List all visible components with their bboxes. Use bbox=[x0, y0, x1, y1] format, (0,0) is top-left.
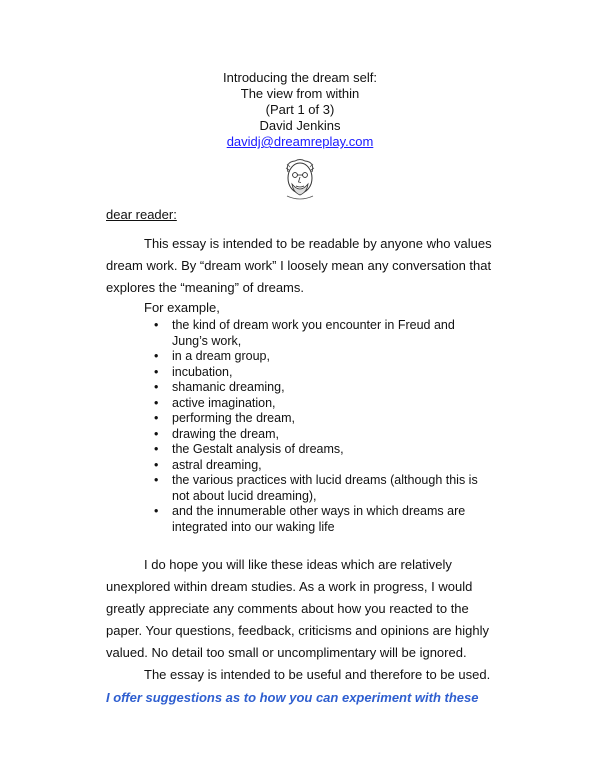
author-portrait-sketch bbox=[277, 156, 323, 202]
list-item: • and the innumerable other ways in which dreams are integrated into our waking life bbox=[150, 504, 490, 535]
list-item: • the Gestalt analysis of dreams, bbox=[150, 442, 490, 458]
salutation: dear reader: bbox=[106, 207, 177, 222]
part-label: (Part 1 of 3) bbox=[265, 102, 335, 117]
intro-paragraph: This essay is intended to be readable by anyone who values dream work. By “dream work” I loosely mean any conversation that explores the “meaning” of dreams. bbox=[106, 236, 492, 295]
document-header bbox=[0, 70, 600, 202]
author-email-link[interactable]: davidj@dreamreplay.com bbox=[226, 134, 374, 149]
author-name: David Jenkins bbox=[259, 118, 341, 133]
examples-list bbox=[150, 318, 490, 535]
useful-paragraph: The essay is intended to be useful and therefore to be used. bbox=[144, 667, 491, 682]
title-line-1: Introducing the dream self: bbox=[223, 70, 377, 85]
list-item: • shamanic dreaming, bbox=[150, 380, 490, 396]
example-lead: For example, bbox=[144, 300, 220, 315]
hope-paragraph: I do hope you will like these ideas which are relatively unexplored within dream studies. As a work in progress, I would greatly appreciate any comments about how you reacted to the paper. Your questions, feedback, criticisms and opinions are highly valued. No detail too small or uncomplimentary will be ignored. bbox=[106, 557, 490, 660]
list-item: • active imagination, bbox=[150, 396, 490, 412]
list-item: • the various practices with lucid dreams (although this is not about lucid dreaming), bbox=[150, 473, 490, 504]
list-item: • the kind of dream work you encounter in Freud and Jung’s work, bbox=[150, 318, 490, 349]
list-item: • astral dreaming, bbox=[150, 458, 490, 474]
list-item: • drawing the dream, bbox=[150, 427, 490, 443]
list-item: • performing the dream, bbox=[150, 411, 490, 427]
suggestions-paragraph: I offer suggestions as to how you can experiment with these bbox=[106, 690, 479, 705]
list-item: • in a dream group, bbox=[150, 349, 490, 365]
list-item: • incubation, bbox=[150, 365, 490, 381]
title-line-2: The view from within bbox=[240, 86, 360, 101]
